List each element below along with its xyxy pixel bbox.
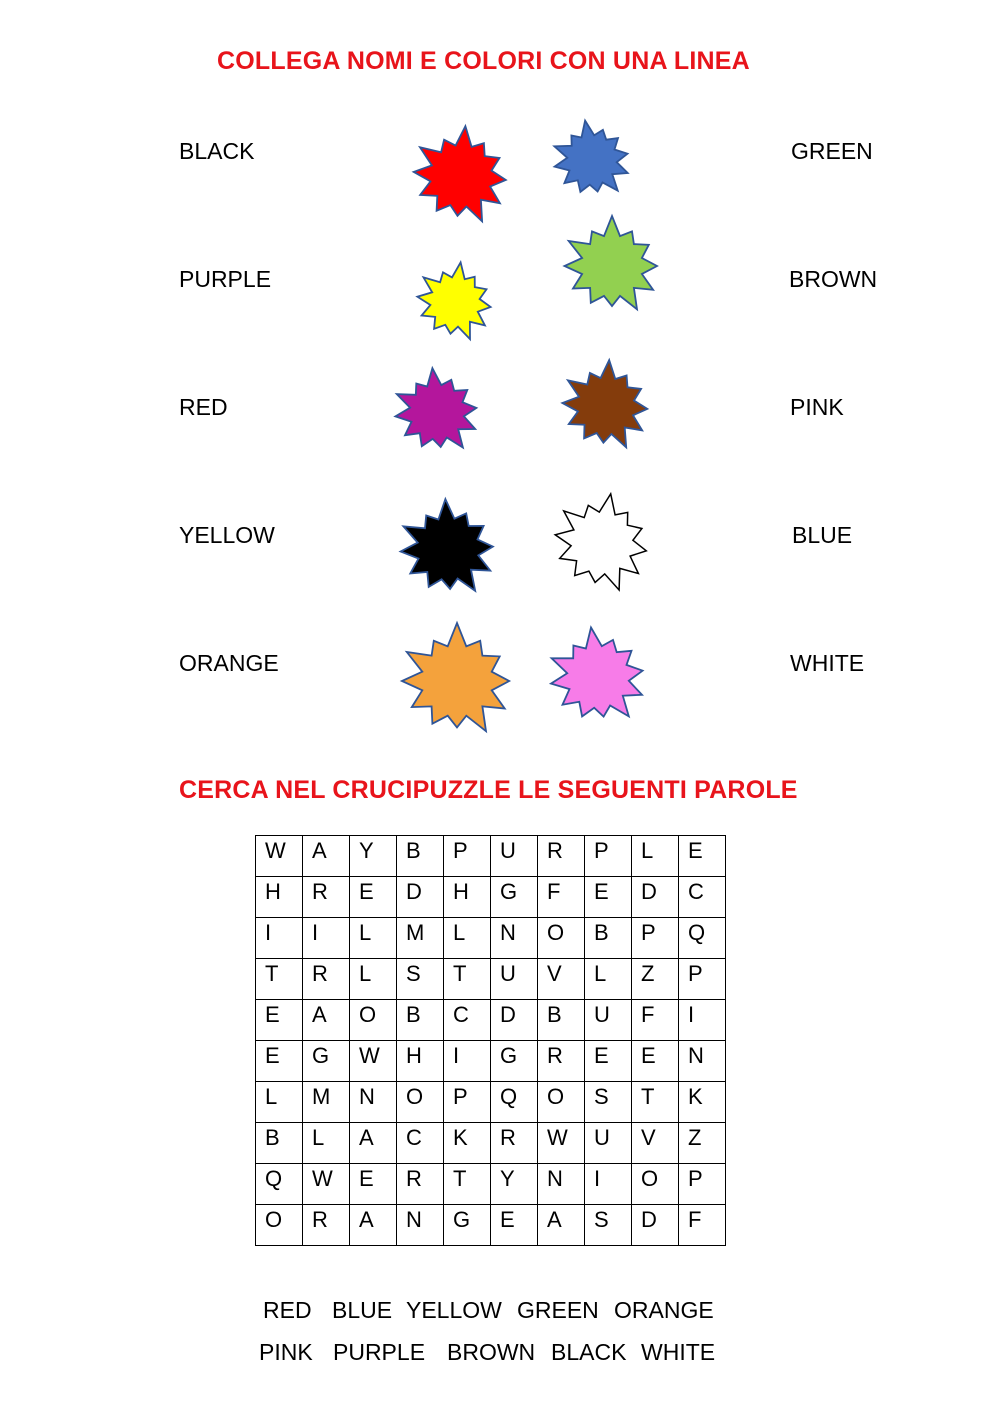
grid-cell: K <box>444 1123 491 1164</box>
word-search-grid <box>255 835 726 1246</box>
grid-cell: Q <box>679 918 726 959</box>
grid-cell: I <box>303 918 350 959</box>
grid-cell: B <box>585 918 632 959</box>
word-list-item: RED <box>263 1297 312 1323</box>
grid-row <box>256 1164 726 1205</box>
grid-cell: L <box>303 1123 350 1164</box>
grid-cell: N <box>350 1082 397 1123</box>
word-list-item: BLACK <box>551 1339 627 1365</box>
grid-cell: A <box>350 1205 397 1246</box>
grid-cell: P <box>444 1082 491 1123</box>
grid-cell: L <box>256 1082 303 1123</box>
matching-title: COLLEGA NOMI E COLORI CON UNA LINEA <box>217 47 750 75</box>
grid-cell: G <box>303 1041 350 1082</box>
grid-cell: W <box>538 1123 585 1164</box>
grid-cell: N <box>538 1164 585 1205</box>
grid-cell: E <box>256 1041 303 1082</box>
grid-cell: H <box>397 1041 444 1082</box>
right-word-5: WHITE <box>790 650 865 676</box>
grid-cell: N <box>397 1205 444 1246</box>
grid-cell: U <box>585 1123 632 1164</box>
grid-cell: C <box>444 1000 491 1041</box>
grid-cell: L <box>350 918 397 959</box>
grid-row <box>256 877 726 918</box>
yellow-burst-shape <box>411 258 499 346</box>
grid-cell: N <box>679 1041 726 1082</box>
grid-cell: O <box>397 1082 444 1123</box>
word-list-item: YELLOW <box>406 1297 502 1323</box>
grid-cell: R <box>491 1123 538 1164</box>
grid-cell: W <box>303 1164 350 1205</box>
grid-cell: Q <box>256 1164 303 1205</box>
green-burst-shape <box>558 212 666 320</box>
right-word-4: BLUE <box>792 522 853 548</box>
grid-cell: R <box>303 959 350 1000</box>
orange-burst-shape <box>395 619 519 743</box>
pink-burst-shape <box>544 623 652 731</box>
grid-cell: U <box>585 1000 632 1041</box>
blue-burst-shape <box>548 116 636 204</box>
grid-cell: C <box>679 877 726 918</box>
purple-burst-shape <box>389 364 485 460</box>
grid-cell: N <box>491 918 538 959</box>
grid-cell: Y <box>350 836 397 877</box>
grid-cell: Z <box>632 959 679 1000</box>
right-word-2: BROWN <box>789 266 878 292</box>
grid-cell: Q <box>491 1082 538 1123</box>
grid-cell: O <box>538 918 585 959</box>
grid-cell: B <box>538 1000 585 1041</box>
grid-cell: B <box>397 1000 444 1041</box>
grid-cell: A <box>303 1000 350 1041</box>
grid-cell: T <box>444 1164 491 1205</box>
grid-row <box>256 918 726 959</box>
word-list-item: ORANGE <box>614 1297 714 1323</box>
grid-cell: F <box>632 1000 679 1041</box>
white-burst-path <box>555 494 646 590</box>
grid-cell: A <box>350 1123 397 1164</box>
grid-cell: U <box>491 836 538 877</box>
grid-cell: I <box>585 1164 632 1205</box>
grid-cell: A <box>538 1205 585 1246</box>
right-word-3: PINK <box>790 394 844 420</box>
grid-cell: I <box>444 1041 491 1082</box>
grid-cell: D <box>632 1205 679 1246</box>
white-burst-shape <box>548 489 656 597</box>
grid-cell: S <box>585 1082 632 1123</box>
word-list-item: BLUE <box>332 1297 393 1323</box>
blue-burst-path <box>554 121 627 192</box>
grid-cell: E <box>491 1205 538 1246</box>
grid-cell: E <box>585 877 632 918</box>
word-search-title: CERCA NEL CRUCIPUZZLE LE SEGUENTI PAROLE <box>179 776 798 804</box>
black-burst-shape <box>394 495 502 603</box>
grid-cell: P <box>679 1164 726 1205</box>
grid-cell: M <box>303 1082 350 1123</box>
grid-cell: D <box>397 877 444 918</box>
word-list-item: BROWN <box>447 1339 536 1365</box>
grid-cell: R <box>538 836 585 877</box>
grid-cell: R <box>538 1041 585 1082</box>
word-list-item: PURPLE <box>333 1339 426 1365</box>
grid-cell: H <box>256 877 303 918</box>
grid-cell: H <box>444 877 491 918</box>
grid-cell: C <box>397 1123 444 1164</box>
grid-cell: L <box>444 918 491 959</box>
brown-burst-shape <box>556 356 656 456</box>
black-burst-path <box>401 499 493 591</box>
grid-cell: E <box>350 877 397 918</box>
left-word-5: ORANGE <box>179 650 279 676</box>
grid-cell: M <box>397 918 444 959</box>
grid-row <box>256 1000 726 1041</box>
red-burst-path <box>414 126 506 221</box>
grid-cell: T <box>256 959 303 1000</box>
grid-cell: P <box>444 836 491 877</box>
grid-cell: G <box>491 877 538 918</box>
grid-cell: O <box>632 1164 679 1205</box>
grid-cell: O <box>538 1082 585 1123</box>
orange-burst-path <box>402 623 509 731</box>
grid-cell: E <box>585 1041 632 1082</box>
grid-cell: R <box>303 877 350 918</box>
grid-cell: L <box>350 959 397 1000</box>
grid-cell: D <box>491 1000 538 1041</box>
pink-burst-path <box>551 628 643 717</box>
left-word-2: PURPLE <box>179 266 272 292</box>
grid-row <box>256 1205 726 1246</box>
grid-cell: O <box>256 1205 303 1246</box>
brown-burst-path <box>562 360 647 447</box>
grid-cell: G <box>444 1205 491 1246</box>
grid-cell: P <box>632 918 679 959</box>
grid-cell: Z <box>679 1123 726 1164</box>
red-burst-shape <box>407 122 515 230</box>
grid-cell: V <box>632 1123 679 1164</box>
word-list-item: GREEN <box>517 1297 599 1323</box>
grid-cell: P <box>679 959 726 1000</box>
left-word-3: RED <box>179 394 228 420</box>
grid-cell: V <box>538 959 585 1000</box>
grid-cell: E <box>350 1164 397 1205</box>
grid-row <box>256 959 726 1000</box>
word-list-item: PINK <box>259 1339 313 1365</box>
grid-cell: W <box>256 836 303 877</box>
word-list-item: WHITE <box>641 1339 716 1365</box>
grid-cell: S <box>397 959 444 1000</box>
grid-cell: I <box>256 918 303 959</box>
grid-cell: L <box>585 959 632 1000</box>
grid-cell: G <box>491 1041 538 1082</box>
grid-cell: R <box>397 1164 444 1205</box>
word-list-row-2 <box>259 1339 715 1366</box>
grid-cell: E <box>632 1041 679 1082</box>
yellow-burst-path <box>417 262 490 339</box>
purple-burst-path <box>395 368 476 447</box>
grid-cell: B <box>397 836 444 877</box>
grid-cell: D <box>632 877 679 918</box>
grid-cell: O <box>350 1000 397 1041</box>
grid-cell: I <box>679 1000 726 1041</box>
grid-cell: F <box>679 1205 726 1246</box>
grid-cell: E <box>256 1000 303 1041</box>
grid-cell: W <box>350 1041 397 1082</box>
grid-cell: U <box>491 959 538 1000</box>
grid-cell: B <box>256 1123 303 1164</box>
grid-cell: K <box>679 1082 726 1123</box>
word-list-row-1 <box>263 1297 714 1324</box>
grid-row <box>256 836 726 877</box>
grid-row <box>256 1123 726 1164</box>
right-word-1: GREEN <box>791 138 873 164</box>
grid-cell: T <box>632 1082 679 1123</box>
grid-row <box>256 1082 726 1123</box>
left-word-1: BLACK <box>179 138 255 164</box>
grid-cell: P <box>585 836 632 877</box>
grid-cell: E <box>679 836 726 877</box>
grid-cell: F <box>538 877 585 918</box>
grid-cell: R <box>303 1205 350 1246</box>
grid-cell: S <box>585 1205 632 1246</box>
grid-row <box>256 1041 726 1082</box>
left-word-4: YELLOW <box>179 522 275 548</box>
green-burst-path <box>565 216 658 309</box>
grid-cell: T <box>444 959 491 1000</box>
grid-cell: A <box>303 836 350 877</box>
grid-cell: Y <box>491 1164 538 1205</box>
grid-cell: L <box>632 836 679 877</box>
